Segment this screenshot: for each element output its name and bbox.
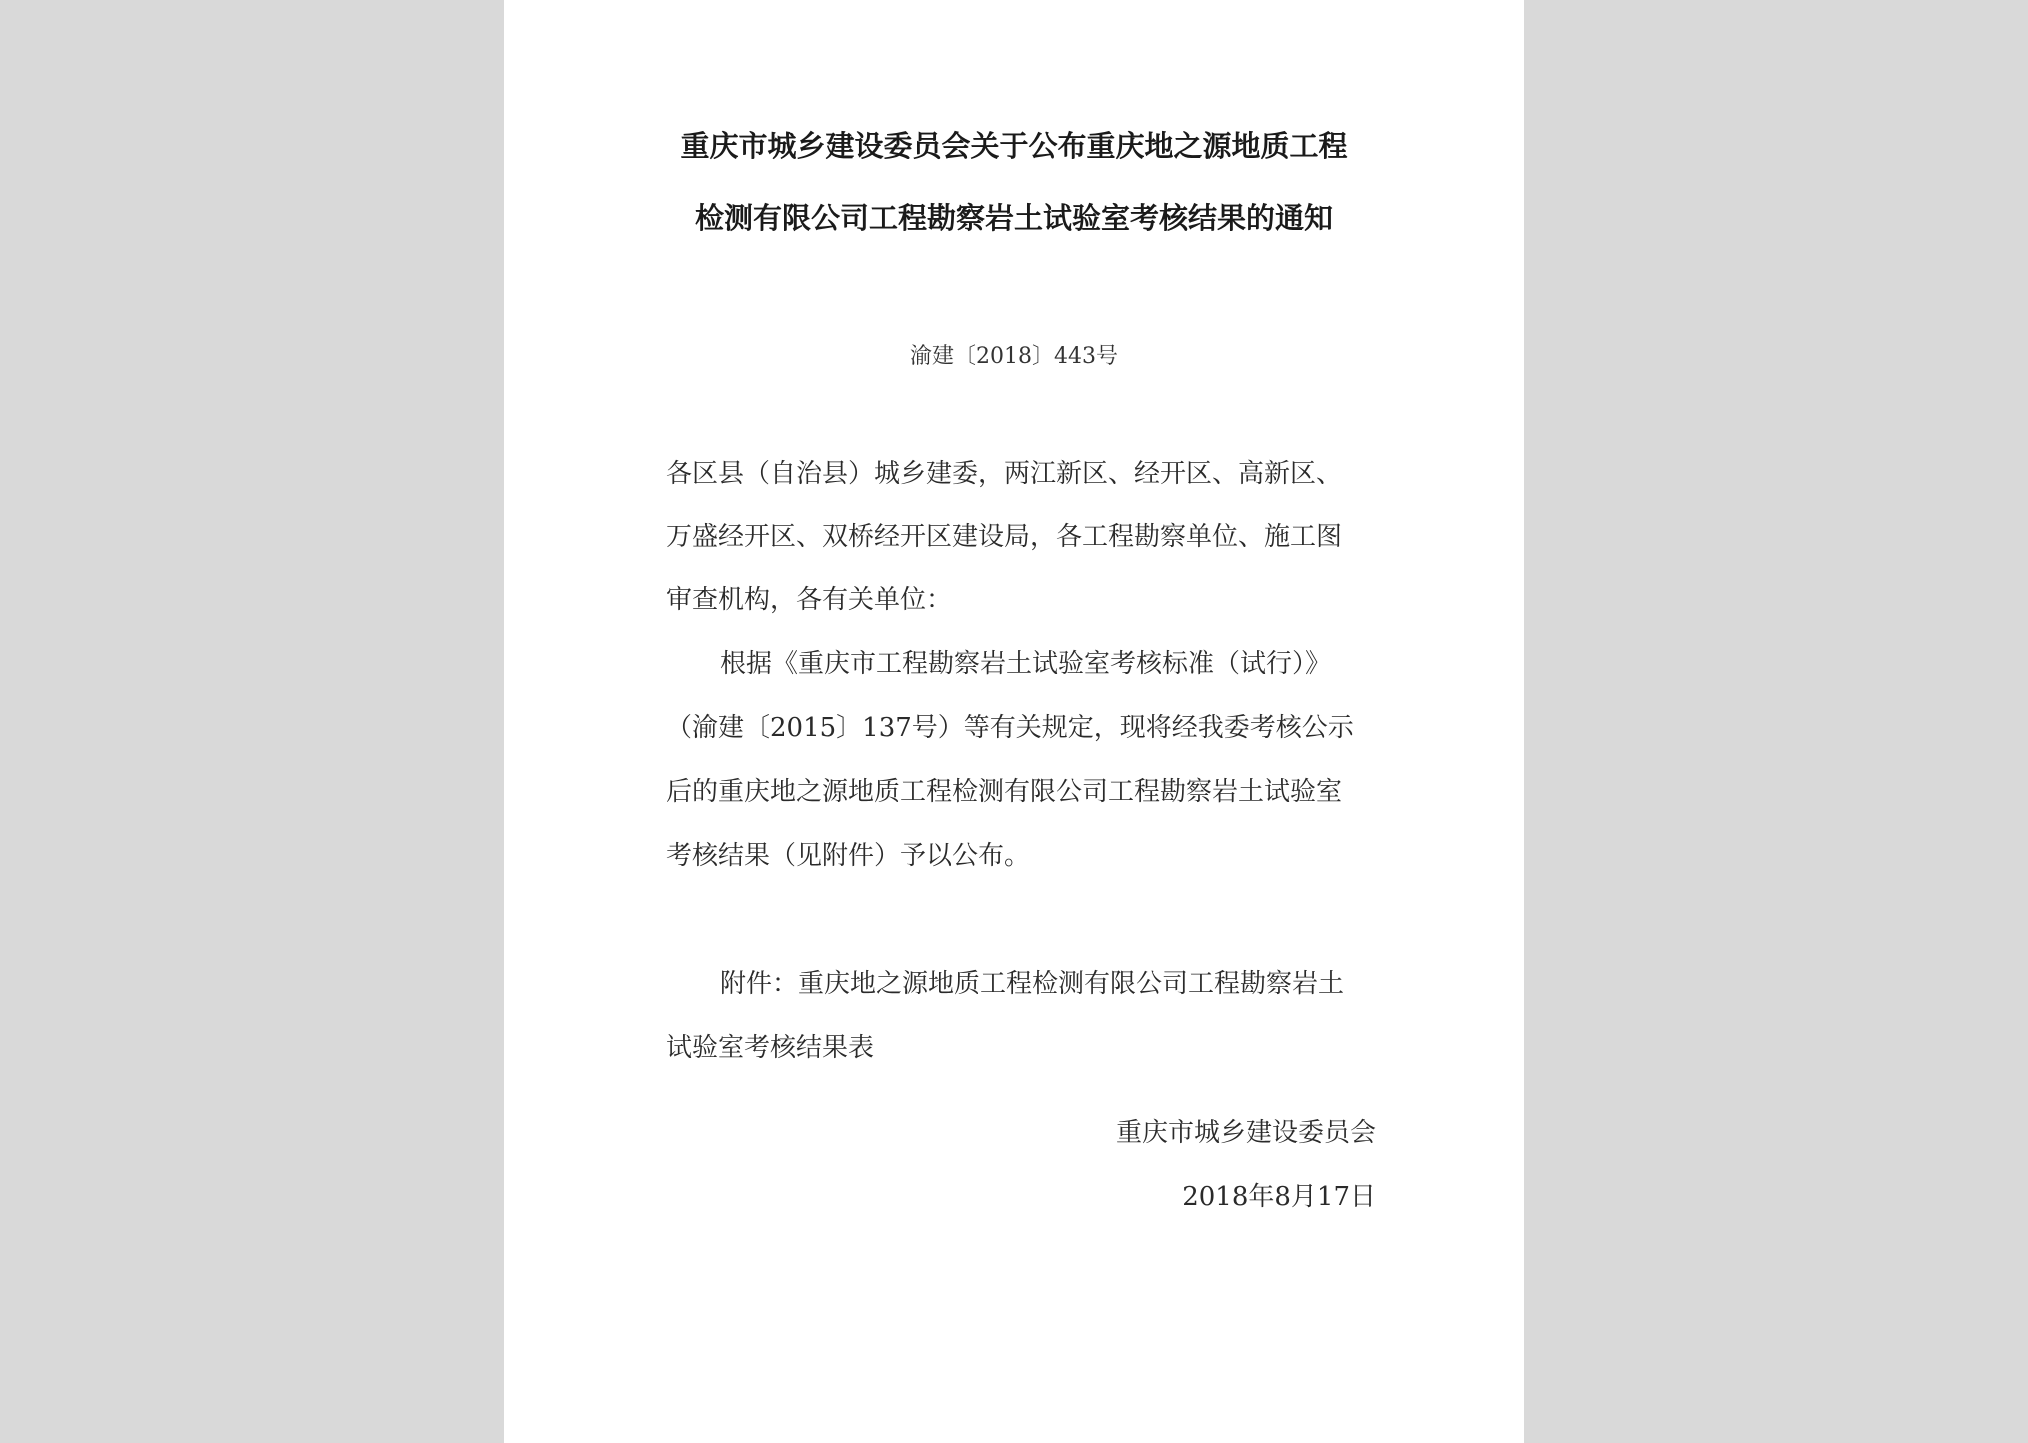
body-line-1: 根据《重庆市工程勘察岩土试验室考核标准（试行）》 <box>720 649 1332 679</box>
body-line-3: 后的重庆地之源地质工程检测有限公司工程勘察岩土试验室 <box>666 777 1343 807</box>
issue-date: 2018年8月17日 <box>1182 1182 1376 1212</box>
document-title-line-1: 重庆市城乡建设委员会关于公布重庆地之源地质工程 <box>680 129 1348 163</box>
document-page <box>504 0 1524 1443</box>
document-title-line-2: 检测有限公司工程勘察岩土试验室考核结果的通知 <box>694 201 1333 235</box>
issuer-signature: 重庆市城乡建设委员会 <box>1115 1118 1376 1148</box>
salutation-line-2: 万盛经开区、双桥经开区建设局，各工程勘察单位、施工图 <box>666 522 1343 552</box>
salutation-line-1: 各区县（自治县）城乡建委，两江新区、经开区、高新区、 <box>666 459 1343 489</box>
body-line-2: （渝建〔2015〕137号）等有关规定，现将经我委考核公示 <box>666 713 1354 743</box>
attachment-line-2: 试验室考核结果表 <box>666 1033 875 1063</box>
document-number: 渝建〔2018〕443号 <box>910 344 1118 369</box>
attachment-line-1: 附件：重庆地之源地质工程检测有限公司工程勘察岩土 <box>720 969 1345 999</box>
body-line-4: 考核结果（见附件）予以公布。 <box>666 841 1031 871</box>
salutation-line-3: 审查机构，各有关单位： <box>666 585 953 615</box>
